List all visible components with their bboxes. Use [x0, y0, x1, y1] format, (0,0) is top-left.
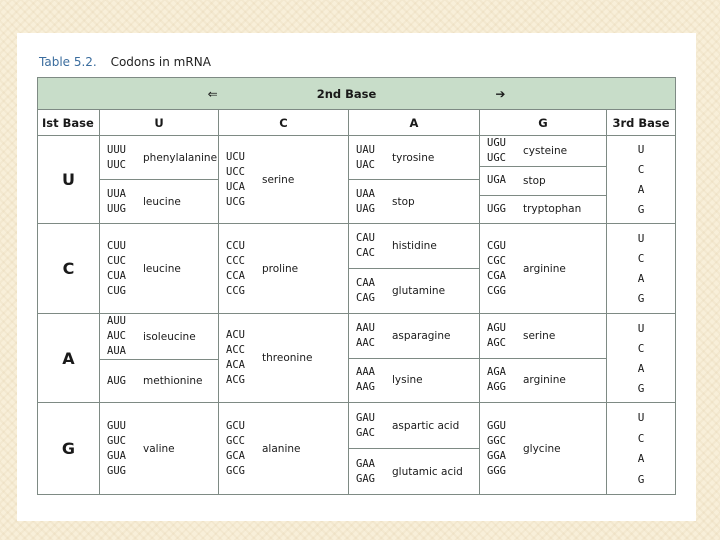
codon: CAA: [356, 277, 375, 289]
third-base-letter: A: [637, 272, 645, 286]
codon-cell: [100, 314, 219, 403]
codon: AUC: [107, 330, 126, 342]
codon-cell: [480, 314, 607, 403]
codon-cell: [480, 403, 607, 495]
codon-cell: [100, 136, 219, 224]
codon-group: [219, 136, 348, 223]
codon: AGG: [487, 381, 506, 394]
codon-cell: [219, 314, 349, 403]
third-base-letter: A: [637, 361, 645, 375]
codon: CUG: [107, 284, 126, 297]
codon-group: [349, 268, 479, 313]
codon-cell: [349, 314, 480, 403]
codon: UGA: [487, 174, 506, 187]
table-title: Codons in mRNA: [110, 55, 211, 69]
column-header-u: U: [100, 110, 219, 136]
codon: CCC: [226, 254, 245, 267]
amino-acid: valine: [143, 442, 175, 455]
codon: AGU: [487, 321, 506, 334]
codon: GCU: [226, 419, 245, 432]
amino-acid: glycine: [523, 442, 561, 455]
codon: AUU: [107, 315, 126, 327]
table-caption: [39, 55, 211, 69]
third-base-letter: G: [637, 202, 645, 216]
amino-acid: serine: [523, 329, 556, 342]
codon-group: [349, 179, 479, 223]
first-base-cell: A: [38, 314, 100, 403]
codon: UUG: [107, 202, 126, 215]
third-base-letter: G: [637, 381, 645, 395]
amino-acid: stop: [523, 174, 546, 187]
codon: UCG: [226, 195, 245, 208]
codon: CAG: [356, 292, 375, 304]
codon: CGG: [487, 284, 506, 297]
codon-group: [219, 403, 348, 494]
codon-group: [349, 224, 479, 268]
codon: UAG: [356, 202, 375, 215]
codon: CCA: [226, 269, 245, 282]
codon: UUC: [107, 158, 126, 171]
amino-acid: tyrosine: [392, 151, 435, 164]
codon-group: [219, 314, 348, 402]
codon-cell: [100, 224, 219, 314]
third-base-cell: [607, 314, 676, 403]
codon-group: [480, 224, 606, 313]
third-base-letter: A: [637, 182, 645, 196]
first-base-header: Ist Base: [38, 110, 100, 136]
codon: ACU: [226, 329, 245, 341]
column-header-a: A: [349, 110, 480, 136]
amino-acid: threonine: [262, 352, 313, 364]
amino-acid: tryptophan: [523, 203, 582, 216]
codon-cell: [219, 403, 349, 495]
codon: AAG: [356, 381, 375, 394]
amino-acid: stop: [392, 195, 415, 208]
third-base-header: 3rd Base: [607, 110, 676, 136]
amino-acid: cysteine: [523, 145, 568, 157]
codon: CUU: [107, 239, 126, 252]
third-base-letter: C: [637, 163, 645, 177]
amino-acid: aspartic acid: [392, 419, 460, 432]
amino-acid: phenylalanine: [143, 151, 218, 164]
codon: AAA: [356, 366, 375, 379]
third-base-cell: [607, 403, 676, 495]
amino-acid: glutamine: [392, 285, 446, 297]
codon-group: [349, 314, 479, 358]
codon: AUG: [107, 374, 126, 387]
codon: UAA: [356, 187, 375, 200]
third-base-cell: [607, 224, 676, 314]
codon: UUA: [107, 187, 126, 200]
amino-acid: leucine: [143, 195, 181, 208]
third-base-letter: U: [637, 231, 645, 245]
second-base-header: [38, 78, 676, 110]
codon: CCU: [226, 239, 245, 252]
codon: UAU: [356, 143, 375, 156]
codon-group: [100, 359, 218, 402]
codon-group: [349, 403, 479, 448]
amino-acid: serine: [262, 173, 295, 186]
amino-acid: histidine: [392, 240, 437, 252]
codon: GUC: [107, 434, 126, 447]
codon: ACG: [226, 374, 245, 386]
table-row: [38, 314, 676, 403]
codon: AUA: [107, 345, 126, 357]
codon-group: [480, 358, 606, 403]
codon: CGA: [487, 269, 506, 282]
codon: UCC: [226, 165, 245, 178]
codon: AAC: [356, 336, 375, 349]
amino-acid: arginine: [523, 374, 566, 387]
table-number: Table 5.2.: [39, 55, 97, 69]
codon: GCC: [226, 434, 245, 447]
left-arrow-icon: ⇐: [207, 86, 218, 101]
codon-group: [480, 195, 606, 224]
column-header-g: G: [480, 110, 607, 136]
third-base-letter: U: [637, 410, 645, 424]
codon: CCG: [226, 284, 245, 297]
codon: GGU: [487, 419, 506, 432]
codon: CUC: [107, 254, 126, 267]
amino-acid: leucine: [143, 262, 181, 275]
first-base-cell: U: [38, 136, 100, 224]
codon: GCG: [226, 464, 245, 477]
codon-cell: [480, 136, 607, 224]
codon-group: [480, 166, 606, 195]
codon-cell: [349, 136, 480, 224]
amino-acid: asparagine: [392, 329, 451, 342]
amino-acid: isoleucine: [143, 330, 196, 343]
codon: UAC: [356, 158, 375, 171]
codon: UGC: [487, 152, 506, 164]
codon: UCU: [226, 150, 245, 163]
codon: CAC: [356, 247, 375, 259]
codon: GUG: [107, 464, 126, 477]
column-header-c: C: [219, 110, 349, 136]
codon-group: [100, 403, 218, 494]
codon: UUU: [107, 143, 126, 156]
first-base-cell: G: [38, 403, 100, 495]
codon-group: [219, 224, 348, 313]
codon: UGG: [487, 202, 506, 215]
codon: ACA: [226, 359, 245, 371]
codon: CGU: [487, 239, 506, 252]
codon: GAC: [356, 426, 375, 439]
codon: GGG: [487, 464, 506, 477]
codon-group: [349, 358, 479, 403]
first-base-cell: C: [38, 224, 100, 314]
codon: CAU: [356, 232, 375, 244]
codon-table: [37, 77, 676, 495]
amino-acid: lysine: [392, 374, 423, 387]
codon: CGC: [487, 254, 506, 267]
codon: GUU: [107, 419, 126, 432]
codon: GCA: [226, 449, 245, 462]
third-base-cell: [607, 136, 676, 224]
codon: GUA: [107, 449, 126, 462]
codon-group: [480, 314, 606, 358]
third-base-letter: C: [637, 431, 645, 445]
table-row: [38, 403, 676, 495]
codon-group: [100, 224, 218, 313]
codon: GAU: [356, 411, 375, 424]
slide: [17, 33, 696, 521]
second-base-label: 2nd Base: [316, 86, 377, 101]
codon: GGA: [487, 449, 506, 462]
table-row: [38, 224, 676, 314]
codon-cell: [219, 136, 349, 224]
right-arrow-icon: ➔: [495, 86, 506, 101]
codon-cell: [349, 403, 480, 495]
codon: AGC: [487, 336, 506, 349]
codon-group: [349, 448, 479, 494]
codon: UGU: [487, 137, 506, 149]
codon-group: [100, 314, 218, 359]
codon-cell: [100, 403, 219, 495]
third-base-letter: C: [637, 341, 645, 355]
codon-group: [480, 136, 606, 166]
codon: AGA: [487, 366, 506, 379]
third-base-letter: G: [637, 292, 645, 306]
third-base-letter: G: [637, 473, 645, 487]
codon: ACC: [226, 344, 245, 356]
third-base-letter: A: [637, 452, 645, 466]
amino-acid: proline: [262, 262, 299, 275]
third-base-letter: U: [637, 143, 645, 157]
codon: CUA: [107, 269, 126, 282]
codon: AAU: [356, 321, 375, 334]
codon-group: [349, 136, 479, 179]
codon-cell: [480, 224, 607, 314]
amino-acid: alanine: [262, 442, 301, 455]
table-row: [38, 136, 676, 224]
amino-acid: methionine: [143, 375, 203, 387]
codon: GGC: [487, 434, 506, 447]
codon: GAA: [356, 457, 375, 470]
third-base-letter: U: [637, 321, 645, 335]
codon-group: [480, 403, 606, 494]
codon: UCA: [226, 180, 245, 193]
third-base-letter: C: [637, 251, 645, 265]
amino-acid: glutamic acid: [392, 465, 463, 478]
codon-group: [100, 179, 218, 223]
codon: GAG: [356, 472, 375, 485]
amino-acid: arginine: [523, 262, 566, 275]
codon-group: [100, 136, 218, 179]
codon-cell: [349, 224, 480, 314]
codon-cell: [219, 224, 349, 314]
